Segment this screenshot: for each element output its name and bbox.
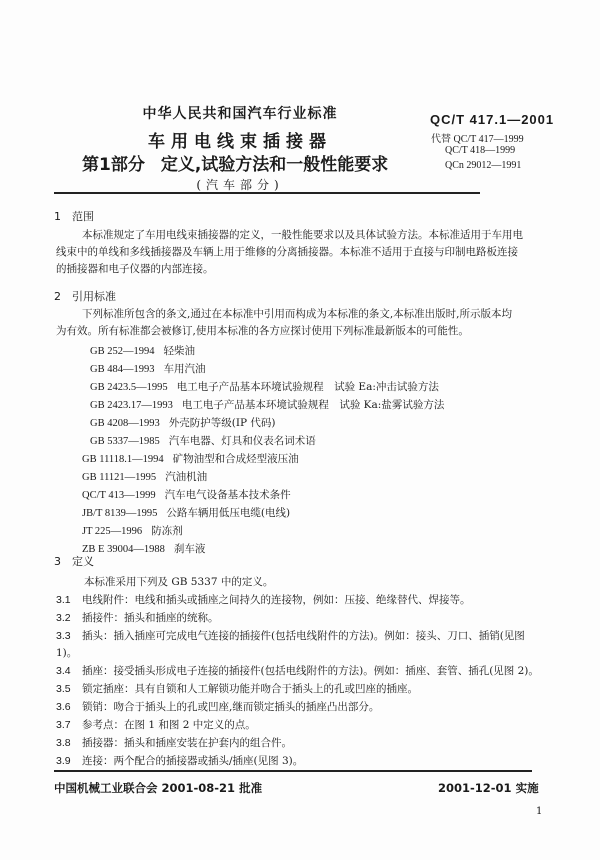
reference-code: GB 11118.1—1994	[82, 454, 164, 465]
definition-number: 3.2	[56, 612, 71, 624]
reference-code: GB 2423.17—1993	[90, 400, 173, 411]
reference-code: GB 2423.5—1995	[90, 382, 168, 393]
definition-item	[56, 663, 539, 678]
replaces-line: QCn 29012—1991	[445, 160, 522, 171]
scope-paragraph-line: 本标准规定了车用电线束插接器的定义，一般性能要求以及具体试验方法。本标准适用于车用电	[82, 229, 523, 241]
reference-item	[82, 451, 299, 466]
definition-text: 参考点：在图 1 和图 2 中定义的点。	[82, 719, 256, 731]
page-number: 1	[536, 806, 543, 817]
definition-text: 锁定插座：具有自锁和人工解锁功能并吻合于插头上的孔或凹座的插座。	[82, 683, 418, 695]
reference-title: 矿物油型和合成烃型液压油	[172, 453, 299, 465]
reference-code: JB/T 8139—1995	[82, 508, 158, 519]
reference-item	[90, 379, 439, 394]
reference-item	[90, 433, 316, 448]
definition-text: 插接件：插头和插座的统称。	[82, 612, 219, 624]
references-paragraph-line: 下列标准所包含的条文,通过在本标准中引用而构成为本标准的条文,本标准出版时,所示版本均	[82, 308, 513, 320]
reference-title: 防冻剂	[151, 525, 183, 537]
reference-code: GB 252—1994	[90, 346, 155, 357]
reference-title: 车用汽油	[163, 363, 206, 375]
scope-paragraph-line: 线束中的单线和多线插接器及车辆上用于维修的分离插接器。本标准不适用于直接与印制电路板连接	[56, 246, 518, 258]
section-heading-definitions	[54, 553, 94, 569]
section-title: 定义	[72, 555, 94, 568]
section-number: 3	[54, 555, 61, 568]
definition-number: 3.3	[56, 630, 71, 642]
references-paragraph-line: 为有效。所有标准都会被修订,使用本标准的各方应探讨使用下列标准最新版本的可能性。	[56, 325, 469, 337]
section-title: 范围	[72, 210, 94, 223]
definition-number: 3.6	[56, 701, 71, 713]
document-subtitle: (汽车部分)	[196, 178, 284, 192]
definition-text: 插头：插入插座可完成电气连接的插接件(包括电线附件的方法)。例如：接头、刀口、插销(见图	[82, 630, 525, 642]
reference-title: 外壳防护等级(IP 代码)	[168, 417, 276, 429]
definition-text: 连接：两个配合的插接器或插头/插座(见图 3)。	[82, 755, 304, 767]
part-title: 定义,试验方法和一般性能要求	[160, 155, 389, 175]
definition-number: 3.1	[56, 594, 71, 606]
replaces-line: 代替 QC/T 417—1999	[431, 134, 524, 145]
reference-title: 汽油机油	[165, 471, 208, 483]
part-label: 第1部分	[82, 155, 145, 175]
reference-title: 电工电子产品基本环境试验规程 试验 Ea:冲击试验方法	[176, 381, 439, 393]
reference-title: 轻柴油	[163, 345, 195, 357]
definition-text: 锁销：吻合于插头上的孔或凹座,继而锁定插头的插座凸出部分。	[82, 701, 380, 713]
standard-number: QC/T 417.1—2001	[430, 112, 555, 127]
reference-item	[90, 361, 205, 376]
reference-item	[82, 469, 207, 484]
reference-code: GB 5337—1985	[90, 436, 160, 447]
reference-code: GB 484—1993	[90, 364, 155, 375]
approval-line: 中国机械工业联合会 2001-08-21 批准	[54, 781, 263, 795]
definition-item	[56, 717, 256, 732]
reference-item	[90, 415, 275, 430]
issuing-body: 中华人民共和国汽车行业标准	[142, 106, 338, 122]
definitions-intro: 本标准采用下列及 GB 5337 中的定义。	[84, 576, 274, 588]
definition-number: 3.4	[56, 665, 71, 677]
document-title: 车用电线束插接器	[148, 132, 332, 152]
reference-title: 电工电子产品基本环境试验规程 试验 Ka:盐雾试验方法	[181, 399, 445, 411]
definition-text: 电线附件：电线和插头或插座之间持久的连接物，例如：压接、绝缘替代、焊接等。	[82, 594, 471, 606]
section-number: 1	[54, 210, 61, 223]
reference-code: ZB E 39004—1988	[82, 544, 165, 555]
definition-item	[56, 592, 471, 607]
header-divider	[54, 192, 480, 194]
reference-code: GB 4208—1993	[90, 418, 160, 429]
footer-divider	[54, 770, 532, 772]
section-heading-references	[54, 288, 116, 304]
definition-text: 插座：接受插头形成电子连接的插接件(包括电线附件的方法)。例如：插座、套管、插孔(见图 2)。	[82, 665, 539, 677]
replaces-line: QC/T 418—1999	[445, 145, 516, 156]
section-heading-scope	[54, 208, 94, 224]
definition-number: 3.9	[56, 755, 71, 767]
reference-title: 汽车电气设备基本技术条件	[164, 489, 291, 501]
definition-item	[56, 699, 379, 714]
reference-item	[82, 541, 205, 556]
reference-code: GB 11121—1995	[82, 472, 157, 483]
part-heading	[82, 150, 388, 175]
definition-item	[56, 753, 303, 768]
reference-item	[82, 505, 290, 520]
section-number: 2	[54, 290, 61, 303]
reference-item	[82, 523, 183, 538]
reference-item	[82, 487, 291, 502]
definition-number: 3.5	[56, 683, 71, 695]
reference-code: JT 225—1996	[82, 526, 143, 537]
reference-item	[90, 397, 444, 412]
section-title: 引用标准	[72, 290, 116, 303]
effective-date: 2001-12-01 实施	[438, 781, 539, 795]
reference-title: 公路车辆用低压电缆(电线)	[166, 507, 291, 519]
definition-item	[56, 628, 525, 643]
definition-item	[56, 610, 219, 625]
definition-number: 3.7	[56, 719, 71, 731]
definition-number: 3.8	[56, 737, 71, 749]
definition-text: 插接器：插头和插座安装在护套内的组合件。	[82, 737, 292, 749]
definition-item	[56, 735, 292, 750]
reference-code: QC/T 413—1999	[82, 490, 156, 501]
reference-item	[90, 343, 195, 358]
scope-paragraph-line: 的插接器和电子仪器的内部连接。	[56, 263, 214, 275]
reference-title: 刹车液	[173, 543, 206, 555]
definition-item	[56, 681, 418, 696]
reference-title: 汽车电器、灯具和仪表名词术语	[168, 435, 316, 447]
definition-continuation: 1)。	[56, 647, 78, 659]
